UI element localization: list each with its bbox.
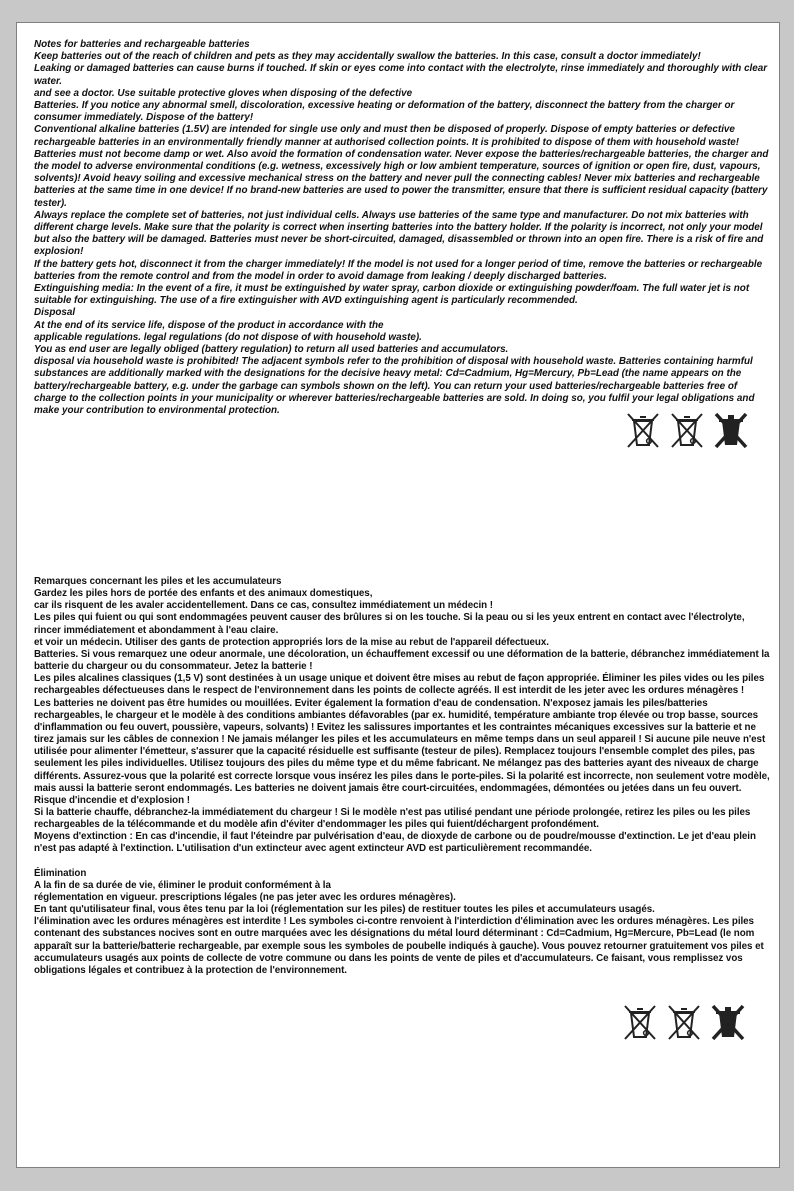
french-notes — [34, 576, 772, 977]
english-paragraph: If the battery gets hot, disconnect it from the charger immediately! If the model is not used for a longer period of time, remove the batteries or rechargeable batteries from the remote control and from the model in order to avoid damage from leaking / deeply discharged batteries. — [34, 258, 763, 282]
english-paragraph: applicable regulations. legal regulations (do not dispose of with household waste). — [34, 331, 422, 343]
english-paragraph: Batteries. If you notice any abnormal smell, discoloration, excessive heating or deformation of the battery, disconnect the battery from the charger or consumer immediately. Dispose of the battery! — [34, 100, 735, 124]
english-heading: Notes for batteries and rechargeable batteries — [34, 39, 250, 50]
french-paragraph: l'élimination avec les ordures ménagères est interdite ! Les symboles ci-contre renvoient à l'interdiction d'élimination avec les ordures ménagères. Les piles contenant des substances nocives sont en outre marquées avec les désignations du métal lourd déterminant : Cd=Cadmium, Hg=Mercure, Pb=Lead (le nom apparaît sur la batterie/batterie rechargeable, par exemple sous les symboles de poubelle indiqués à gauche). Vous pouvez retourner gratuitement vos piles et accumulateurs usagés aux points de collecte de votre commune ou dans les points de vente de piles et d'accumulateurs. Ce faisant, vous remplissez vos obligations légales et contribuez à la protection de l'environnement. — [34, 916, 764, 976]
french-paragraph: réglementation en vigueur. prescriptions légales (ne pas jeter avec les ordures ménagères). — [34, 891, 456, 903]
french-paragraph: car ils risquent de les avaler accidentellement. Dans ce cas, consultez immédiatement un médecin ! — [34, 600, 493, 612]
crossed-bin-filled-icon — [713, 411, 749, 449]
crossed-bin-icon — [625, 411, 661, 449]
crossed-bin-icon — [669, 411, 705, 449]
document-page — [16, 22, 780, 1168]
french-paragraph: Si la batterie chauffe, débranchez-la immédiatement du chargeur ! Si le modèle n'est pas utilisé pendant une période prolongée, retirez les piles ou les piles rechargeables de la télécommande et du modèle afin d'éviter d'endommager les piles qui fuient/déchargent profondément. — [34, 806, 751, 831]
crossed-bin-filled-icon — [710, 1003, 746, 1041]
english-paragraph: Extinguishing media: In the event of a fire, it must be extinguished by water spray, carbon dioxide or extinguishing powder/foam. The full water jet is not suitable for extinguishing. The use of a fire extinguisher with AVD extinguishing agent is particularly recommended. — [34, 283, 750, 307]
french-paragraph: Les piles qui fuient ou qui sont endommagées peuvent causer des brûlures si on les touche. Si la peau ou si les yeux entrent en contact avec l'électrolyte, rincer immédiatement et abondamment à l'eau claire. — [34, 612, 745, 636]
english-paragraph: Keep batteries out of the reach of children and pets as they may accidentally swallow the batteries. In this case, consult a doctor immediately! — [34, 51, 701, 63]
french-disposal-heading: Élimination — [34, 867, 87, 879]
french-paragraph: Les batteries ne doivent pas être humides ou mouillées. Eviter également la formation d'eau de condensation. N'exposez jamais les piles/batteries rechargeables, le chargeur et le modèle à des conditions ambiantes défavorables (par ex. humidité, température ambiante trop élevée ou trop basse, sources d'inflammation ou feu ouvert, poussière, vapeurs, solvants) ! Evitez les salissures importantes et les contraintes mécaniques excessives sur la batterie et ne tirez jamais sur les câbles de connexion ! Ne jamais mélanger les piles et les accumulateurs en même temps dans un seul appareil ! Si aucune pile neuve n'est utilisée pour alimenter l'émetteur, s'assurer que la capacité résiduelle est suffisante (testeur de piles). Remplacez toujours l'ensemble complet des piles, pas seulement les piles individuelles. Utilisez toujours des piles du même type et du même fabricant. Ne mélangez pas des batteries ayant des niveaux de charge différents. Assurez-vous que la polarité est correcte lorsque vous insérez les piles dans le porte-piles. Si la polarité est incorrecte, non seulement votre modèle, mais aussi la batterie seront endommagés. Les batteries ne doivent jamais être court-circuitées, endommagées, démontées ou jetées dans un feu ouvert. Risque d'incendie et d'explosion ! — [34, 697, 770, 806]
english-paragraph: and see a doctor. Use suitable protective gloves when disposing of the defective — [34, 87, 413, 99]
french-heading: Remarques concernant les piles et les accumulateurs — [34, 576, 282, 587]
english-paragraph: Leaking or damaged batteries can cause burns if touched. If skin or eyes come into contact with the electrolyte, rinse immediately and thoroughly with clear water. — [34, 63, 768, 87]
english-paragraph: At the end of its service life, dispose of the product in accordance with the — [34, 319, 384, 331]
french-paragraph: Les piles alcalines classiques (1,5 V) sont destinées à un usage unique et doivent être mises au rebut de façon appropriée. Éliminer les piles vides ou les piles rechargeables défectueuses dans le respect de l'environnement dans les points de collecte agréés. Il est interdit de les jeter avec les ordures ménagères ! — [34, 673, 765, 697]
french-paragraph: Moyens d'extinction : En cas d'incendie, il faut l'éteindre par pulvérisation d'eau, de dioxyde de carbone ou de poudre/mousse d'extinction. Le jet d'eau plein n'est pas adapté à l'extinction. L'utilisation d'un extincteur avec agent extincteur AVD est particulièrement recommandée. — [34, 831, 756, 855]
crossed-bin-icon — [666, 1003, 702, 1041]
french-paragraph: et voir un médecin. Utiliser des gants de protection appropriés lors de la mise au rebut de l'appareil défectueux. — [34, 636, 549, 648]
french-paragraph: Gardez les piles hors de portée des enfants et des animaux domestiques, — [34, 588, 373, 600]
disposal-icons-english — [625, 411, 749, 449]
english-disposal-heading: Disposal — [34, 307, 76, 319]
english-paragraph: Conventional alkaline batteries (1.5V) are intended for single use only and must then be disposed of properly. Dispose of empty batteries or defective rechargeable batteries in an environmentally friendly manner at authorised collection points. It is prohibited to dispose of them with household waste! — [34, 124, 740, 148]
english-paragraph: disposal via household waste is prohibited! The adjacent symbols refer to the prohibition of disposal with household waste. Batteries containing harmful substances are additionally marked with the designations for the decisive heavy metal: Cd=Cadmium, Hg=Mercury, Pb=Lead (the name appears on the battery/rechargeable battery, e.g. under the garbage can symbols shown on the left). You can return your used batteries/rechargeable batteries free of charge to the collection points in your municipality or wherever batteries/rechargeable batteries are sold. In doing so, you fulfil your legal obligations and make your contribution to environmental protection. — [34, 356, 755, 417]
french-paragraph: A la fin de sa durée de vie, éliminer le produit conformément à la — [34, 879, 331, 891]
disposal-icons-french — [622, 1003, 746, 1041]
english-paragraph: Always replace the complete set of batteries, not just individual cells. Always use batteries of the same type and manufacturer. Do not mix batteries with different charge levels. Make sure that the polarity is correct when inserting batteries into the battery holder. If the polarity is incorrect, not only your model but also the battery will be damaged. Batteries must never be short-circuited, damaged, disassembled or thrown into an open fire. There is a risk of fire and explosion! — [34, 209, 764, 258]
crossed-bin-icon — [622, 1003, 658, 1041]
french-paragraph: En tant qu'utilisateur final, vous êtes tenu par la loi (réglementation sur les piles) de restituer toutes les piles et accumulateurs usagés. — [34, 904, 655, 916]
french-paragraph: Batteries. Si vous remarquez une odeur anormale, une décoloration, un échauffement excessif ou une déformation de la batterie, débranchez immédiatement la batterie du chargeur ou du consommateur. Jetez la batterie ! — [34, 648, 770, 673]
english-paragraph: Batteries must not become damp or wet. Also avoid the formation of condensation water. Never expose the batteries/rechargeable batteries, the charger and the model to adverse environmental conditions (e.g. wetness, excessively high or low ambient temperature, sources of ignition or open fire, dust, vapours, solvents)! Avoid heavy soiling and excessive mechanical stress on the battery and never pull the connecting cables! Never mix batteries and rechargeable batteries at the same time in one device! If no brand-new batteries are used to power the transmitter, ensure that there is sufficient residual capacity (battery tester). — [34, 148, 769, 209]
english-notes — [34, 39, 772, 417]
english-paragraph: You as end user are legally obliged (battery regulation) to return all used batteries and accumulators. — [34, 344, 509, 356]
